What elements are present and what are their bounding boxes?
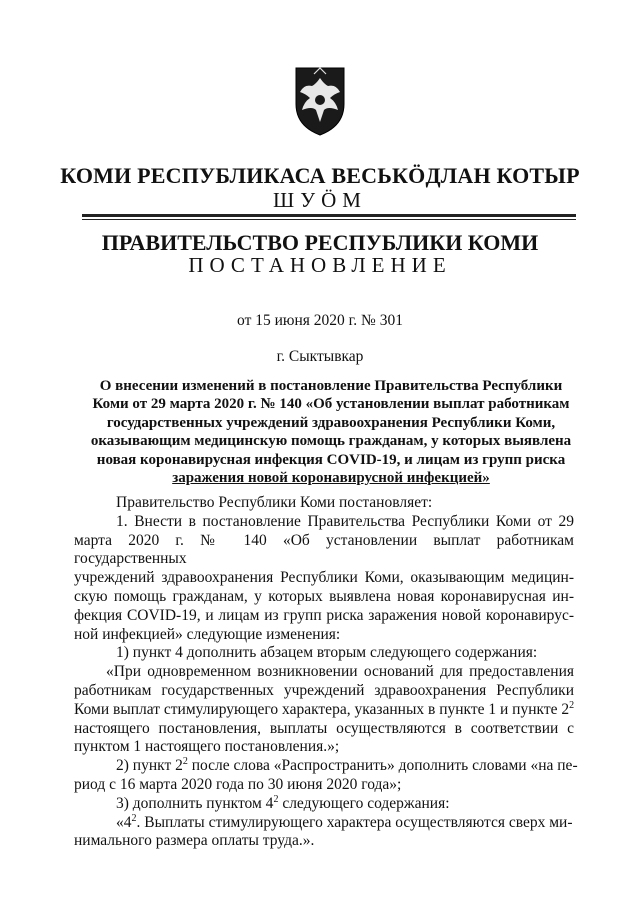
body-line: риод с 16 марта 2020 года по 30 июня 2020 года»; — [74, 775, 402, 793]
body-line: пунктом 1 настоящего постановления.»; — [74, 738, 340, 756]
title-line: оказывающим медицинскую помощь гражданам, у которых выявлена — [90, 433, 572, 450]
document-title — [88, 377, 574, 487]
body-line: работникам государственных учреждений здравоохранения Республики — [74, 681, 574, 699]
body-line: фекция COVID-19, и лицам из групп риска заражения новой коронавирус- — [74, 606, 574, 624]
header-divider-thin — [82, 219, 576, 220]
body-line: учреждений здравоохранения Республики Коми, оказывающим медицин- — [74, 569, 574, 587]
document-body — [74, 494, 578, 851]
header-document-type: ПОСТАНОВЛЕНИЕ — [188, 253, 452, 277]
title-line: заражения новой коронавирусной инфекцией» — [172, 470, 490, 487]
body-line — [74, 795, 574, 814]
body-line: марта 2020 г. № 140 «Об установлении выплат работникам государственных — [74, 531, 574, 568]
superscript: 2 — [131, 812, 137, 824]
body-line: ной инфекцией» следующие изменения: — [74, 625, 341, 643]
body-text: Коми выплат стимулирующего характера, указанных в пункте 1 и пункте 2 — [74, 700, 570, 718]
body-line: 1) пункт 4 дополнить абзацем вторым следующего содержания: — [116, 644, 538, 662]
body-text: 2) пункт 2 — [116, 757, 183, 775]
body-line: скую помощь гражданам, у которых выявлена новая коронавирусная ин- — [74, 587, 574, 605]
body-line: нимального размера оплаты труда.». — [74, 832, 315, 850]
body-line: настоящего постановления, выплаты осуществляются в соответствии с — [74, 719, 574, 737]
coat-of-arms-emblem — [290, 64, 350, 138]
superscript: 2 — [273, 793, 279, 805]
header-komi-title: КОМИ РЕСПУБЛИКАСА ВЕСЬКÖДЛАН КОТЫР — [60, 163, 580, 188]
document-date: от 15 июня 2020 г. № 301 — [237, 312, 403, 329]
body-line: Правительство Республики Коми постановляет: — [116, 494, 433, 511]
body-text: после слова «Распространить» дополнить словами «на пе- — [187, 757, 578, 775]
header-divider-thick — [82, 214, 576, 217]
title-line: государственных учреждений здравоохранения Республики Коми, — [106, 414, 556, 431]
body-text: следующего содержания: — [278, 794, 450, 812]
body-line: «При одновременном возникновении оснований для предоставления — [106, 663, 574, 681]
header-komi-subtitle: ШУÖМ — [273, 188, 367, 212]
body-text: 3) дополнить пунктом 4 — [116, 794, 274, 812]
title-line: О внесении изменений в постановление Правительства Республики — [99, 378, 563, 394]
body-text: . Выплаты стимулирующего характера осуществляются сверх ми- — [136, 813, 573, 831]
body-line — [74, 814, 574, 833]
body-line — [74, 701, 574, 720]
title-line: новая коронавирусная инфекция COVID-19, и лицам из групп риска — [96, 451, 566, 468]
header-government-title: ПРАВИТЕЛЬСТВО РЕСПУБЛИКИ КОМИ — [101, 230, 539, 255]
body-text: «4 — [116, 813, 132, 831]
document-city: г. Сыктывкар — [276, 348, 364, 365]
body-line — [74, 756, 578, 776]
body-line: 1. Внести в постановление Правительства Республики Коми от 29 — [116, 512, 574, 530]
title-line: Коми от 29 марта 2020 г. № 140 «Об установлении выплат работникам — [92, 396, 570, 413]
superscript: 2 — [182, 756, 188, 768]
superscript: 2 — [569, 699, 575, 711]
